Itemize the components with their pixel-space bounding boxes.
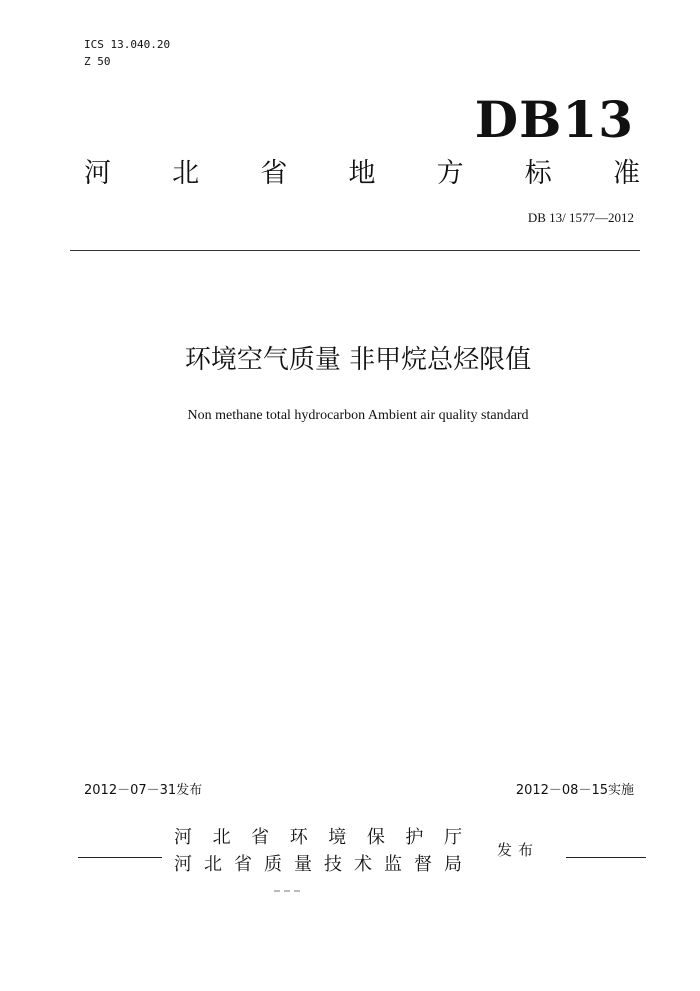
issuer-char: 境	[328, 827, 347, 848]
issuer-char: 河	[174, 854, 192, 875]
standard-type-char: 北	[172, 158, 200, 189]
implementation-date: 2012－08－15实施	[515, 783, 634, 798]
standard-type-char: 地	[348, 158, 376, 189]
issuer-char: 厅	[443, 827, 462, 848]
standard-type-char: 方	[436, 158, 464, 189]
scan-artifact-dot	[294, 890, 300, 892]
issuer-char: 北	[204, 854, 222, 875]
document-title-english: Non methane total hydrocarbon Ambient air quality standard	[187, 408, 529, 423]
issuer-char: 保	[366, 827, 385, 848]
standard-type-char: 省	[260, 158, 288, 189]
ics-code: ICS 13.040.20	[84, 38, 171, 51]
issuer-char: 督	[414, 854, 432, 875]
db-logo: DB13	[474, 90, 634, 149]
issuer-char: 省	[234, 854, 252, 875]
header-divider	[70, 250, 640, 251]
footer-rule-right	[566, 857, 646, 858]
issuer-char: 护	[405, 827, 424, 848]
issuer-char: 质	[264, 854, 282, 875]
issue-date: 2012－07－31发布	[84, 783, 203, 798]
issuer-char: 技	[324, 854, 342, 875]
issuer-quality-bureau	[174, 853, 462, 877]
standard-type-char: 准	[612, 158, 640, 189]
standard-type-char: 河	[84, 158, 111, 189]
document-title-chinese: 环境空气质量 非甲烷总烃限值	[184, 345, 532, 375]
footer-rule-left	[78, 857, 162, 858]
classification-code: Z 50	[84, 55, 111, 68]
standard-type	[84, 157, 640, 191]
issuer-char: 河	[174, 827, 192, 848]
issuer-environmental-bureau	[174, 826, 462, 850]
standard-number: DB 13/ 1577—2012	[527, 210, 634, 225]
scan-artifact	[274, 890, 318, 893]
issuer-char: 术	[354, 854, 372, 875]
issuer-char: 省	[251, 827, 270, 848]
issuer-char: 局	[444, 854, 462, 875]
publish-label: 发布	[497, 841, 540, 859]
scan-artifact-dot	[274, 890, 280, 892]
issuer-char: 量	[294, 854, 312, 875]
issuer-char: 北	[212, 827, 231, 848]
issuer-char: 监	[384, 854, 402, 875]
standard-type-char: 标	[524, 158, 552, 189]
scan-artifact-dot	[284, 890, 290, 892]
issuer-char: 环	[289, 827, 308, 848]
